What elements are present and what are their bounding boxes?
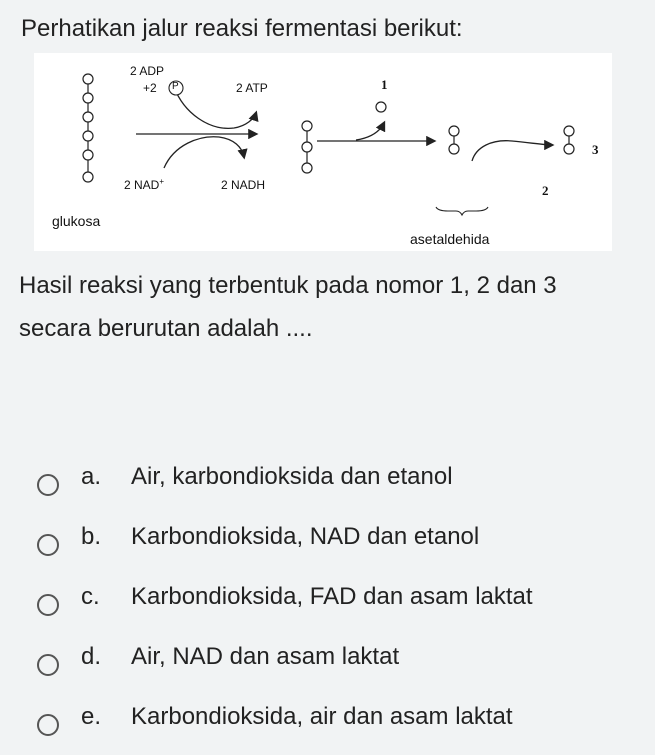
- fermentation-diagram: [34, 53, 612, 251]
- fermentation-pathway-svg: [34, 53, 612, 251]
- radio-button-c[interactable]: [37, 594, 59, 616]
- option-letter: b.: [81, 523, 102, 550]
- nad-nadh-curve: [164, 137, 244, 168]
- question-prompt: Hasil reaksi yang terbentuk pada nomor 1, 2 dan 3 secara berurutan adalah ....: [19, 272, 557, 342]
- option-d[interactable]: [0, 625, 655, 681]
- branch-2-curve: [472, 141, 552, 161]
- option-letter: d.: [81, 643, 102, 670]
- adp-label: 2 ADP: [130, 64, 165, 78]
- phosphate-coefficient: +2: [143, 81, 157, 95]
- nad-label: 2 NAD+: [124, 177, 165, 192]
- atp-label: 2 ATP: [236, 81, 268, 95]
- option-c[interactable]: [0, 565, 655, 621]
- glukosa-label: glukosa: [52, 213, 101, 229]
- acetaldehyde-brace: [436, 207, 488, 215]
- option-text: Karbondioksida, NAD dan etanol: [131, 523, 480, 550]
- option-text: Air, NAD dan asam laktat: [131, 643, 400, 670]
- pyruvate-molecule: [302, 121, 312, 173]
- acetaldehyde-molecule: [449, 126, 459, 154]
- option-a[interactable]: [0, 445, 655, 501]
- option-letter: a.: [81, 463, 102, 490]
- radio-button-a[interactable]: [37, 474, 59, 496]
- option-text: Karbondioksida, FAD dan asam laktat: [131, 583, 533, 610]
- option-b[interactable]: [0, 505, 655, 561]
- product-1-molecule: [376, 102, 386, 112]
- radio-button-e[interactable]: [37, 714, 59, 736]
- option-text: Air, karbondioksida dan etanol: [131, 463, 453, 490]
- question-intro: Perhatikan jalur reaksi fermentasi berikut:: [21, 15, 463, 42]
- product-3-molecule: [564, 126, 574, 154]
- option-letter: c.: [81, 583, 100, 610]
- option-e[interactable]: [0, 685, 655, 741]
- glucose-molecule: [83, 74, 93, 182]
- asetaldehida-label: asetaldehida: [410, 231, 490, 247]
- option-text: Karbondioksida, air dan asam laktat: [131, 703, 513, 730]
- phosphate-symbol: P: [172, 81, 179, 92]
- number-3-label: 3: [592, 142, 599, 157]
- number-1-label: 1: [381, 77, 388, 92]
- branch-1-curve: [356, 123, 384, 140]
- number-2-label: 2: [542, 183, 549, 198]
- option-letter: e.: [81, 703, 102, 730]
- radio-button-d[interactable]: [37, 654, 59, 676]
- nadh-label: 2 NADH: [221, 178, 266, 192]
- radio-button-b[interactable]: [37, 534, 59, 556]
